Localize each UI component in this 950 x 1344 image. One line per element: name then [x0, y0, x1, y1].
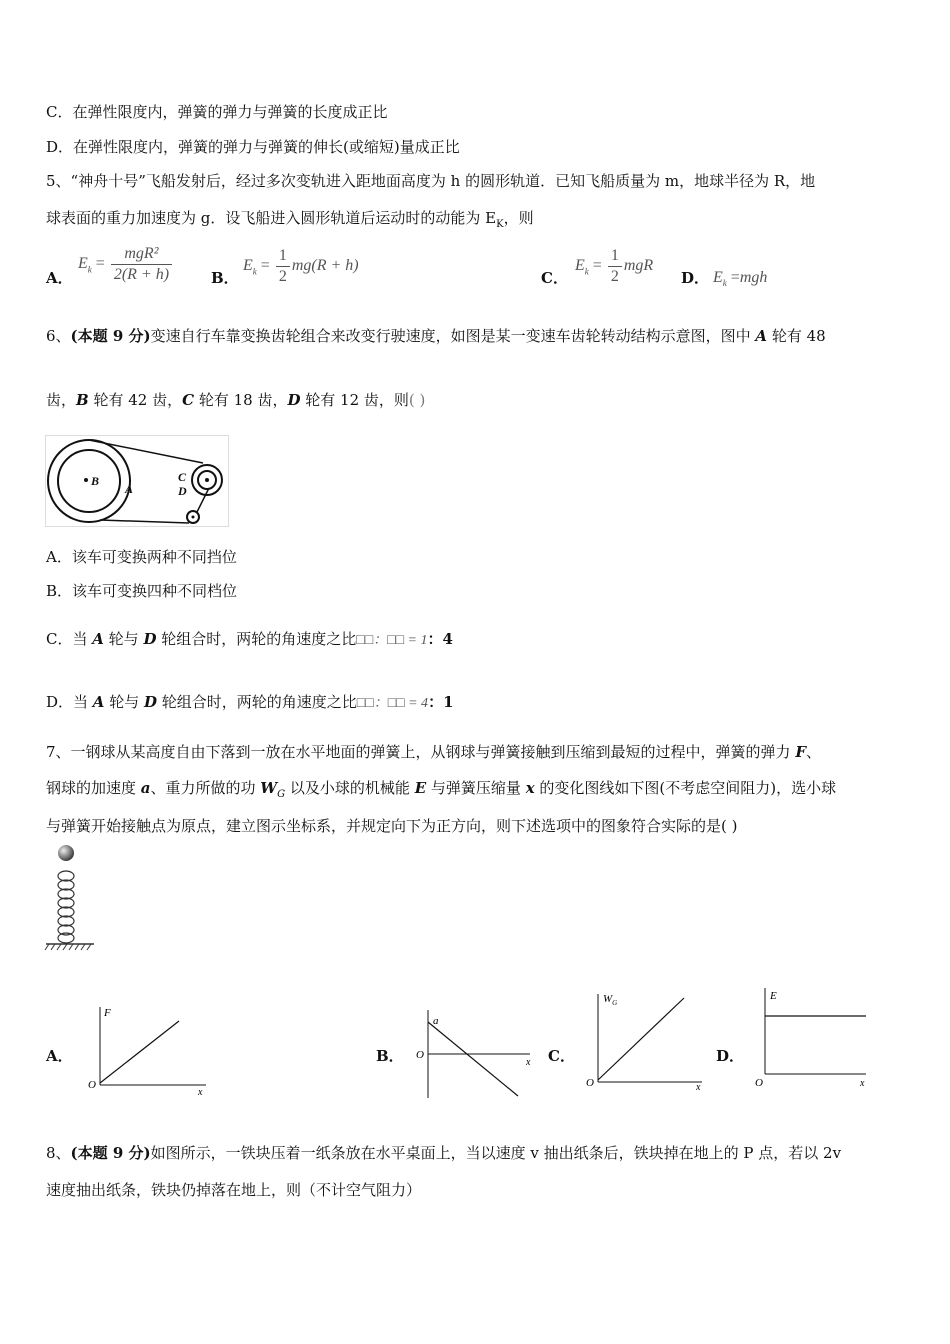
- q5-option-b-label: B．: [211, 269, 239, 287]
- q5-option-a-formula: $E_k$ = $\frac{\text{mgR²}}{2(R + h)}$: [78, 244, 174, 285]
- q5-stem-line1: 5、“神舟十号”飞船发射后，经过多次变轨进入距地面高度为 h 的圆形轨道．已知飞船质量为 m，地球半径为 R，地: [46, 172, 816, 190]
- gear-cd-center: [205, 478, 209, 482]
- chain-lower: [100, 520, 189, 523]
- origin-label: O: [755, 1077, 763, 1089]
- q5-option-d-formula: $E_k =mgh$: [713, 269, 768, 289]
- x-axis-label: x: [526, 1057, 531, 1068]
- spring-coils: [58, 871, 74, 943]
- x-axis-label: x: [860, 1078, 865, 1089]
- gear-b-circle: [58, 450, 120, 512]
- gear-a-circle: [48, 440, 130, 522]
- q7-graph-d: [752, 986, 874, 1090]
- q6-option-d: D．当 A 轮与 D 轮组合时，两轮的角速度之比□□：□□ = 4：1: [46, 693, 454, 711]
- origin-label: O: [88, 1079, 96, 1091]
- origin-label: O: [416, 1049, 424, 1061]
- q6-stem-line2: 齿，B 轮有 42 齿，C 轮有 18 齿，D 轮有 12 齿，则( ): [46, 391, 426, 409]
- y-axis-label: $W_G$: [603, 993, 618, 1007]
- graph-line: [598, 998, 684, 1080]
- q7-graph-c: [584, 990, 714, 1102]
- q5-option-c-label: C．: [541, 269, 568, 287]
- y-axis-label: a: [433, 1015, 439, 1027]
- q7-option-a-label: A．: [46, 1047, 73, 1065]
- tensioner-center: [192, 516, 195, 519]
- q7-stem-line3: 与弹簧开始接触点为原点，建立图示坐标系，并规定向下为正方向，则下述选项中的图象符合实际的是( ): [46, 817, 738, 835]
- graph-line: [100, 1021, 179, 1083]
- q6-option-c: C．当 A 轮与 D 轮组合时，两轮的角速度之比□□：□□ = 1：4: [46, 630, 453, 648]
- q5-option-a-label: A．: [46, 269, 73, 287]
- x-axis-label: x: [696, 1082, 701, 1093]
- q4-option-c: C．在弹性限度内，弹簧的弹力与弹簧的长度成正比: [46, 103, 388, 121]
- q7-stem-line1: 7、一钢球从某高度自由下落到一放在水平地面的弹簧上，从钢球与弹簧接触到压缩到最短的过程中，弹簧的弹力 F、: [46, 743, 821, 761]
- chain-upper: [89, 440, 203, 463]
- q7-option-d-label: D．: [716, 1047, 745, 1065]
- q4-option-d: D．在弹性限度内，弹簧的弹力与弹簧的伸长(或缩短)量成正比: [46, 138, 460, 156]
- graph-line: [428, 1022, 518, 1096]
- q5-option-c-formula: $E_k$ = $\frac{1}{2}$ mgR: [575, 247, 654, 285]
- q6-stem-line1: 6、(本题 9 分)变速自行车靠变换齿轮组合来改变行驶速度，如图是某一变速车齿轮转动结构示意图，图中 A 轮有 48: [46, 327, 826, 345]
- label-c: C: [178, 470, 187, 484]
- label-b: B: [91, 474, 100, 488]
- gear-b-center: [84, 478, 88, 482]
- label-a: A: [125, 482, 134, 496]
- q6-option-b: B．该车可变换四种不同档位: [46, 582, 238, 600]
- q7-option-b-label: B．: [376, 1047, 404, 1065]
- y-axis-label: F: [104, 1007, 111, 1019]
- origin-label: O: [586, 1077, 594, 1089]
- q5-option-b-formula: $E_k$ = $\frac{1}{2}$ mg(R + h): [243, 247, 359, 285]
- q7-graph-b: [412, 1008, 542, 1102]
- q5-option-d-label: D．: [681, 269, 710, 287]
- gear-diagram: [45, 435, 229, 527]
- q8-stem-line2: 速度抽出纸条，铁块仍掉落在地上，则（不计空气阻力）: [46, 1181, 422, 1199]
- q7-option-c-label: C．: [548, 1047, 575, 1065]
- q5-stem-line2: 球表面的重力加速度为 g．设飞船进入圆形轨道后运动时的动能为 $E_K$，则: [46, 209, 534, 230]
- y-axis-label: E: [770, 990, 777, 1002]
- q8-stem-line1: 8、(本题 9 分)如图所示，一铁块压着一纸条放在水平桌面上，当以速度 v 抽出纸条后，铁块掉在地上的 P 点，若以 2v: [46, 1144, 842, 1162]
- q6-option-a: A．该车可变换两种不同挡位: [46, 548, 237, 566]
- label-d: D: [178, 484, 187, 498]
- ground-hatch: [45, 944, 91, 950]
- q7-graph-a: [84, 1003, 214, 1103]
- q7-stem-line2: 钢球的加速度 a、重力所做的功 $W_G$ 以及小球的机械能 E 与弹簧压缩量 x 的变化图线如下图(不考虑空间阻力)，选小球: [46, 779, 837, 800]
- steel-ball: [58, 845, 74, 861]
- x-axis-label: x: [198, 1087, 203, 1098]
- ball-spring-diagram: [44, 842, 100, 954]
